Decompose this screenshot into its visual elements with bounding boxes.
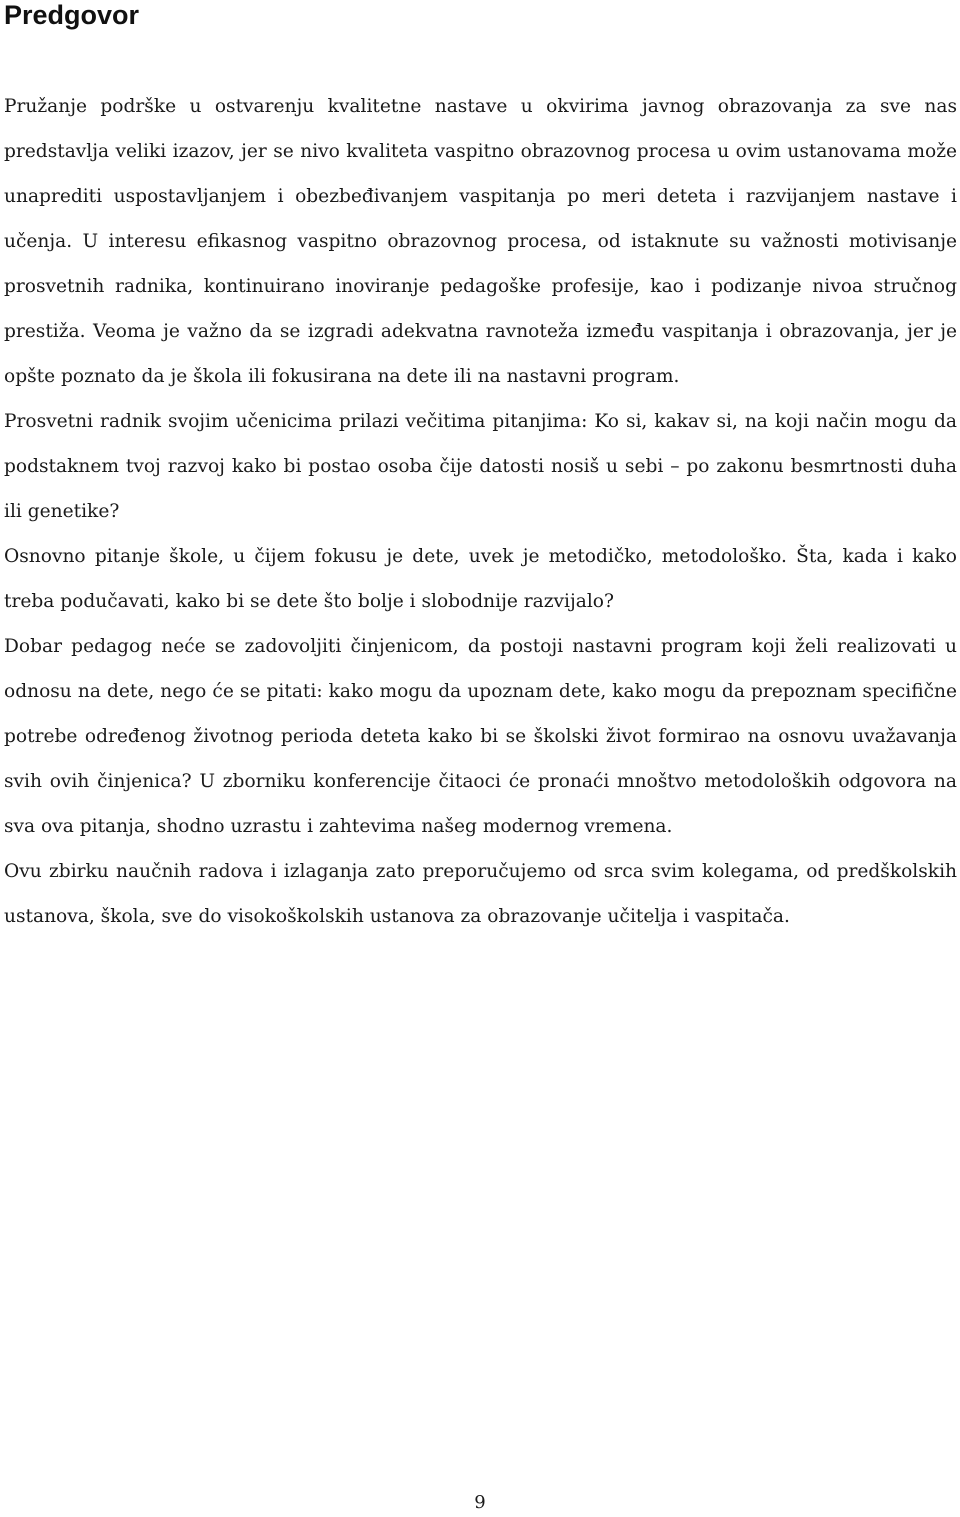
page-title: Predgovor — [4, 0, 140, 30]
body-text — [4, 84, 957, 939]
paragraph-questions: Prosvetni radnik svojim učenicima prilazi večitima pitanjima: Ko si, kakav si, na koji način mogu da podstaknem tvoj razvoj kako bi postao osoba čije datosti nosiš u sebi – po zakonu besmrtnosti duha ili genetike? — [4, 411, 957, 522]
page-number: 9 — [474, 1492, 486, 1513]
paragraph-recommendation: Ovu zbirku naučnih radova i izlaganja zato preporučujemo od srca svim kolegama, od predškolskih ustanova, škola, sve do visokoškolskih ustanova za obrazovanje učitelja i vaspitača. — [4, 861, 957, 927]
paragraph-intro: Pružanje podrške u ostvarenju kvalitetne nastave u okvirima javnog obrazovanja za sve nas predstavlja veliki izazov, jer se nivo kvaliteta vaspitno obrazovnog procesa u ovim ustanovama može unaprediti uspostavljanjem i obezbeđivanjem vaspitanja po meri deteta i razvijanjem nastave i učenja. U interesu efikasnog vaspitno obrazovnog procesa, od istaknute su važnosti motivisanje prosvetnih radnika, kontinuirano inoviranje pedagoške profesije, kao i podizanje nivoa stručnog prestiža. Veoma je važno da se izgradi adekvatna ravnoteža između vaspitanja i obrazovanja, jer je opšte poznato da je škola ili fokusirana na dete ili na nastavni program. — [4, 96, 957, 387]
paragraph-good-pedagogue: Dobar pedagog neće se zadovoljiti činjenicom, da postoji nastavni program koji želi realizovati u odnosu na dete, nego će se pitati: kako mogu da upoznam dete, kako mogu da prepoznam specifične potrebe određenog životnog perioda deteta kako bi se školski život formirao na osnovu uvažavanja svih ovih činjenica? U zborniku konferencije čitaoci će pronaći mnoštvo metodoloških odgovora na sva ova pitanja, shodno uzrastu i zahtevima našeg modernog vremena. — [4, 636, 957, 837]
paragraph-school-question: Osnovno pitanje škole, u čijem fokusu je dete, uvek je metodičko, metodološko. Šta, kada i kako treba podučavati, kako bi se dete što bolje i slobodnije razvijalo? — [4, 546, 957, 612]
